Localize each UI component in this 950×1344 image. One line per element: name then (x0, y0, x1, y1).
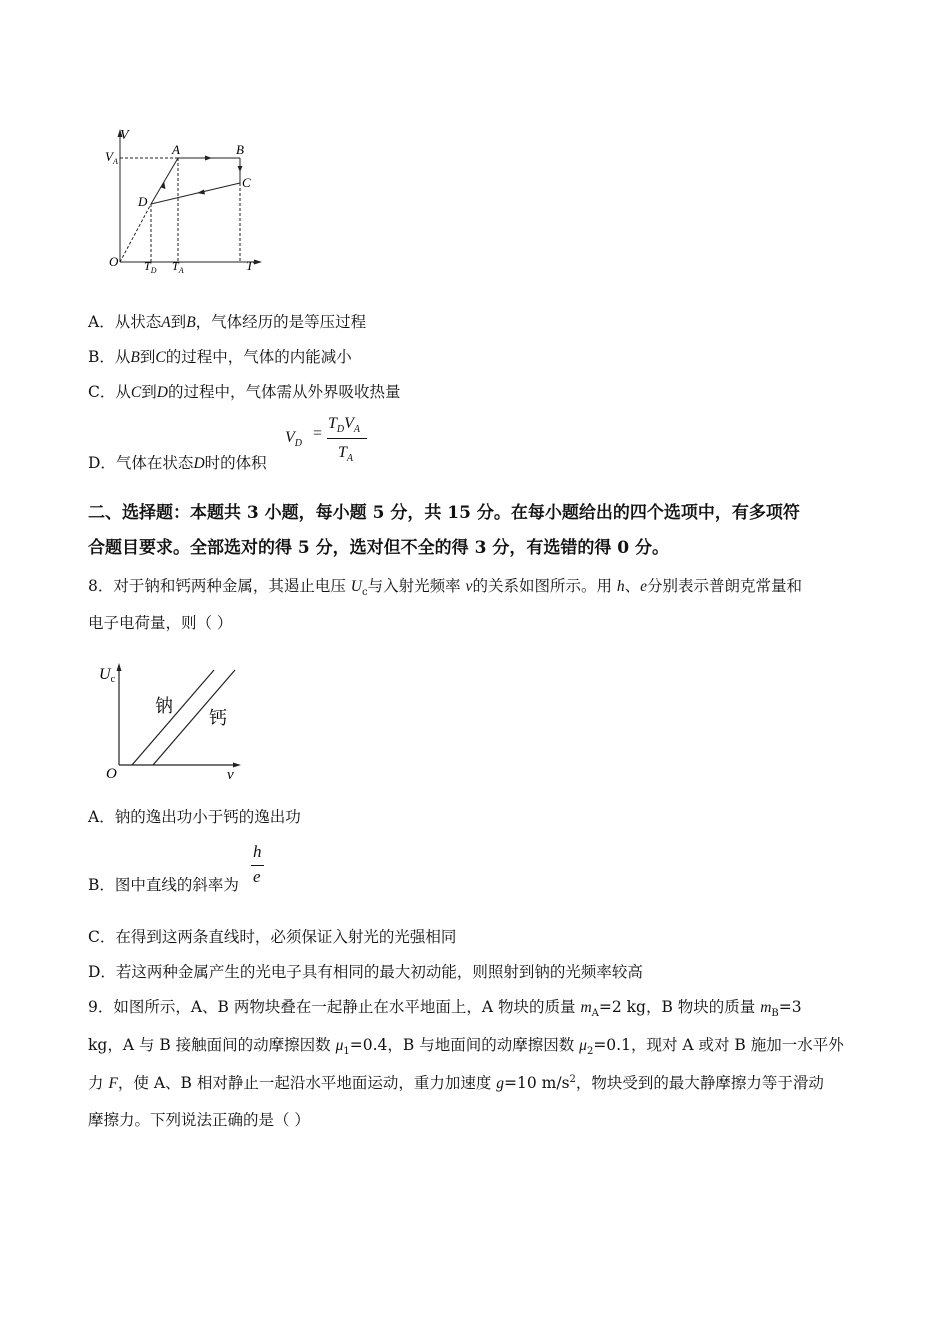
point-d-label: D (138, 194, 148, 209)
nu-axis-arrow (233, 763, 241, 768)
q8-stem-line2: 电子电荷量，则（ ） (88, 614, 233, 632)
od-dashed (120, 204, 151, 262)
arrow-cd (197, 190, 205, 195)
line-da (151, 158, 178, 204)
q8-option-d: D．若这两种金属产生的光电子具有相同的最大初动能，则照射到钠的光频率较高 (88, 963, 643, 981)
svg-text:VA (105, 149, 118, 166)
q9-line3: 力 F，使 A、B 相对静止一起沿水平地面运动，重力加速度 g=10 $m/s^2$，物块受到的最大静摩擦力等于滑动 (88, 1073, 824, 1092)
axis-v-label: V (120, 128, 129, 143)
ta-sub: A (178, 266, 184, 275)
q9-line1: 9．如图所示，A、B 两物块叠在一起静止在水平地面上，A 物块的质量 $m_A=2$ kg，B 物块的质量 $m_B=3$ (88, 998, 802, 1020)
q8-option-c: C．在得到这两条直线时，必须保证入射光的光强相同 (88, 928, 457, 946)
svg-text:Uc (99, 666, 116, 685)
fraction-bar (327, 438, 367, 439)
q9-line4: 摩擦力。下列说法正确的是（ ） (88, 1111, 310, 1129)
axis-t-label: T (246, 258, 254, 273)
va-sub: A (112, 157, 118, 166)
q7-option-a: A．从状态A到B，气体经历的是等压过程 (88, 313, 367, 331)
arrow-ab (205, 156, 212, 161)
uc-axis-arrow (117, 663, 122, 671)
uc-nu-graph (95, 655, 255, 785)
q8-option-a: A．钠的逸出功小于钙的逸出功 (88, 808, 301, 826)
sodium-label: 钠 (155, 696, 173, 716)
q8-option-b: B．图中直线的斜率为 (88, 876, 239, 894)
vt-graph (100, 125, 270, 280)
origin-label: O (109, 254, 119, 269)
q7-option-b: B．从B到C的过程中，气体的内能减小 (88, 348, 352, 366)
svg-text:TA (172, 259, 184, 275)
svg-text:TD (144, 259, 157, 275)
uc-axis-sub: c (110, 674, 116, 685)
calcium-label: 钙 (209, 708, 227, 728)
arrow-bc (238, 166, 243, 172)
td-label: T (144, 259, 151, 273)
va-label: V (105, 149, 113, 164)
point-c-label: C (242, 175, 251, 190)
volume-formula: $V_D$ = $T_DV_A$ $T_A$ (285, 414, 375, 469)
nu-axis-label: ν (227, 767, 234, 783)
q7-option-c: C．从C到D的过程中，气体需从外界吸收热量 (88, 383, 401, 401)
section2-heading: 二、选择题：本题共 3 小题，每小题 5 分，共 15 分。在每小题给出的四个选项中，有多项符 合题目要求。全部选对的得 5 分，选对但不全的得 3 分，有选错的得 0 分。 (88, 503, 800, 558)
q8-stem-line1: 8．对于钠和钙两种金属，其遏止电压 $U_c$与入射光频率 ν的关系如图所示。用 h、e分别表示普朗克常量和 (88, 577, 803, 599)
t-axis-arrow (254, 260, 262, 265)
graph-origin-label: O (106, 766, 117, 782)
point-b-label: B (236, 142, 244, 157)
td-sub: D (150, 266, 157, 275)
slope-fraction: h e (250, 842, 270, 892)
ta-label: T (172, 259, 179, 273)
q7-option-d: D．气体在状态D时的体积 (88, 454, 267, 472)
point-a-label: A (172, 142, 180, 157)
uc-axis-label: U (99, 666, 111, 683)
sodium-line (132, 670, 214, 765)
q9-line2: kg，A 与 B 接触面间的动摩擦因数 $\mu_1=0.4$，B 与地面间的动摩擦因数 $\mu_2=0.1$，现对 A 或对 B 施加一水平外 (88, 1036, 844, 1058)
